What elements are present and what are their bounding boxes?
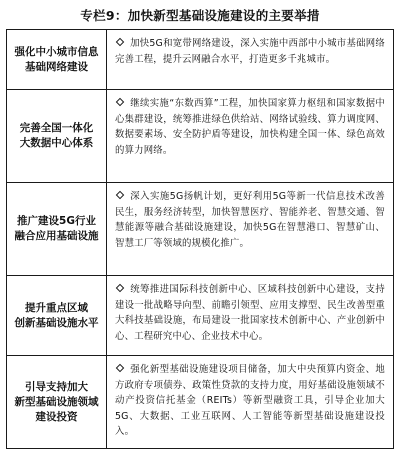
row-heading-line: 基础网络建设 <box>25 60 88 73</box>
diamond-bullet-icon <box>116 38 124 46</box>
table-row <box>7 275 393 355</box>
row-text: 强化新型基础设施建设项目储备，加大中央预算内资金、地方政府专项债券、政策性贷款的支持力度，用好基础设施领域不动产投资信托基金（REITs）等新型融资工具，引导企业加大5G、大数据、工业互联网、人工智能等新型基础设施建设投入。 <box>115 364 385 437</box>
row-heading <box>7 30 107 89</box>
row-heading-line: 提升重点区域 <box>25 301 88 314</box>
row-text: 深入实施5G扬帆计划，更好利用5G等新一代信息技术改善民生，服务经济转型，加快智慧医疗、智能养老、智慧交通、智慧能源等融合基础设施建设，加快5G在智慧港口、智慧矿山、智慧工厂等领域的规模化推广。 <box>115 191 385 249</box>
row-heading-line: 新型基础设施领域 <box>14 395 99 408</box>
row-heading-line: 创新基础设施水平 <box>14 316 99 329</box>
row-heading-line: 融合应用基础设施 <box>14 230 99 242</box>
table-row <box>7 89 393 182</box>
diamond-bullet-icon <box>116 191 124 199</box>
row-content <box>107 276 393 355</box>
row-text: 加快5G和宽带网络建设，深入实施中西部中小城市基础网络完善工程，提升云网融合水平，打造更多千兆城市。 <box>115 38 385 65</box>
row-heading <box>7 276 107 355</box>
measures-table <box>6 29 394 449</box>
row-heading-line: 强化中小城市信息 <box>14 45 99 58</box>
page-title: 专栏9：加快新型基础设施建设的主要举措 <box>80 8 320 23</box>
row-heading-line: 完善全国一体化 <box>19 122 94 134</box>
row-heading <box>7 90 107 182</box>
row-content <box>107 30 393 89</box>
table-row <box>7 355 393 448</box>
row-content <box>107 183 393 275</box>
row-heading-line: 建设投资 <box>35 410 78 423</box>
row-heading-line: 大数据中心体系 <box>19 137 94 149</box>
table-row <box>7 30 393 89</box>
row-heading <box>7 356 107 448</box>
diamond-bullet-icon <box>116 364 124 372</box>
row-heading-line: 推广建设5G行业 <box>17 215 96 227</box>
table-row <box>7 182 393 275</box>
row-text: 继续实施“东数西算”工程，加快国家算力枢纽和国家数据中心集群建设，统筹推进绿色供给站、网络试验线、算力调度网、数据要素场、安全防护盾等建设，加快构建全国一体、绿色高效的算力网络。 <box>115 98 385 156</box>
row-heading <box>7 183 107 275</box>
row-text: 统筹推进国际科技创新中心、区域科技创新中心建设，支持建设一批战略导向型、前瞻引领型、应用支撑型、民生改善型重大科技基础设施，布局建设一批国家技术创新中心、产业创新中心、工程研究中心、企业技术中心。 <box>115 284 385 342</box>
row-heading-line: 引导支持加大 <box>25 380 88 393</box>
row-content <box>107 90 393 182</box>
diamond-bullet-icon <box>116 284 124 292</box>
row-content <box>107 356 393 448</box>
diamond-bullet-icon <box>116 98 124 106</box>
